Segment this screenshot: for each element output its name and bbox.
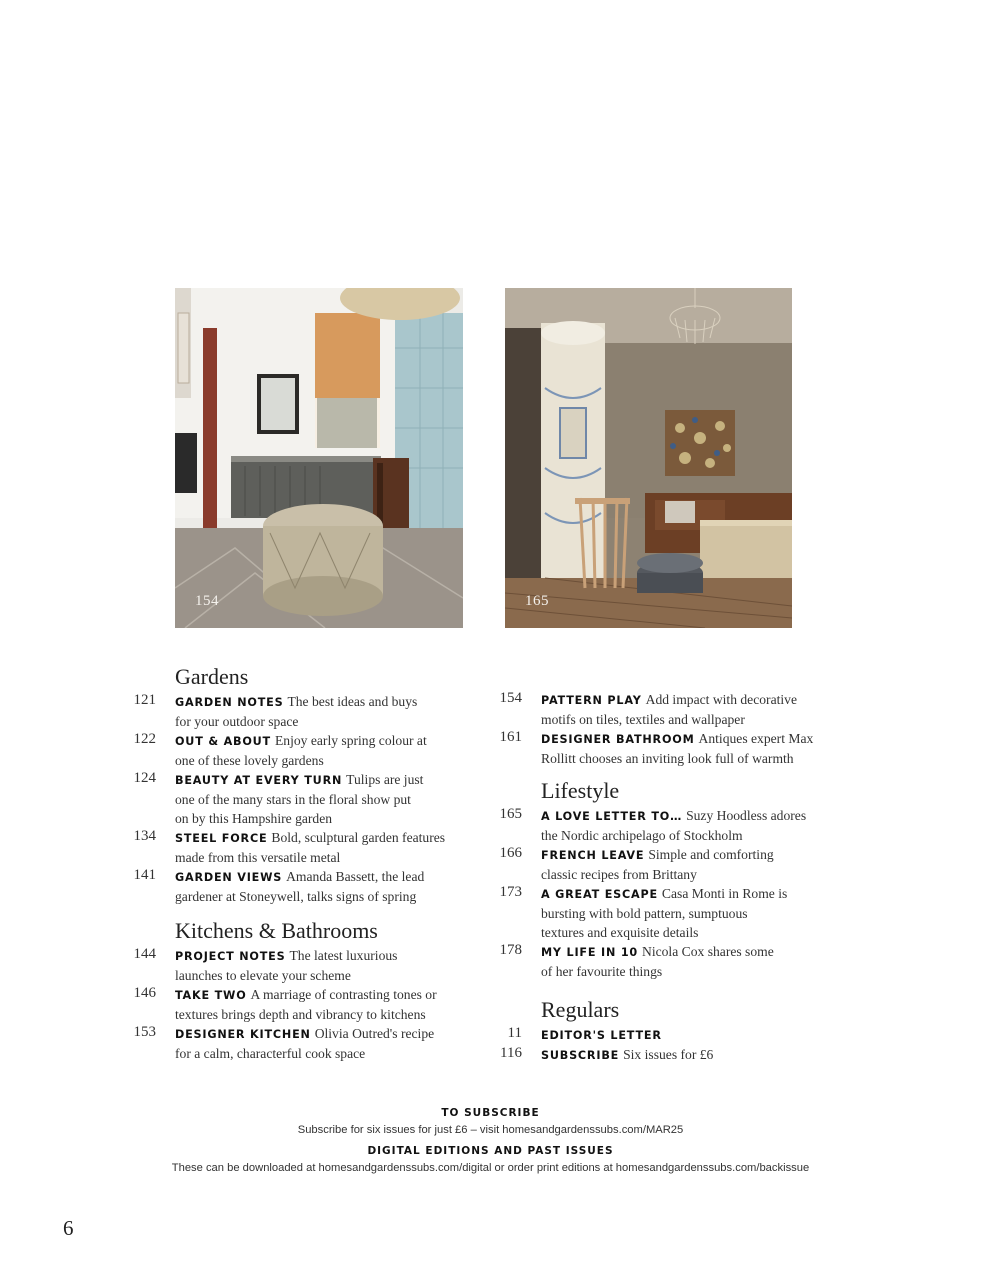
entry-description: Casa Monti in Rome is [661,886,788,901]
entry-title: SUBSCRIBE [541,1049,620,1062]
entry-title: A GREAT ESCAPE [541,888,658,901]
entry-title: A LOVE LETTER TO… [541,810,683,823]
entry-description: Suzy Hoodless adores [686,808,807,823]
entry-description: Nicola Cox shares some [642,944,774,959]
entry-description: Tulips are just [346,772,424,787]
entry-page-number: 141 [133,867,156,883]
entry-title: BEAUTY AT EVERY TURN [175,774,343,787]
entry-description-line-2: Rollitt chooses an inviting look full of warmth [541,751,794,766]
contents-entry[interactable] [486,806,816,845]
contents-entry[interactable] [486,690,816,729]
contents-column-left [120,664,450,1063]
entry-page-number: 173 [499,884,522,900]
entry-title: DESIGNER KITCHEN [175,1028,311,1041]
entry-description-line-2: launches to elevate your scheme [175,968,351,983]
subscribe-text[interactable]: Subscribe for six issues for just £6 – visit homesandgardenssubs.com/MAR25 [297,1124,684,1136]
section-heading-gardens: Gardens [175,664,249,689]
entry-description-line-2: textures brings depth and vibrancy to kitchens [175,1007,426,1022]
entry-title: GARDEN VIEWS [175,871,283,884]
entry-description: Bold, sculptural garden features [271,830,446,845]
entry-description: Antiques expert Max [698,731,814,746]
contents-entry[interactable] [486,1025,816,1045]
entry-description-line-2: made from this versatile metal [175,850,341,865]
contents-entry[interactable] [486,942,816,981]
entry-page-number: 11 [507,1025,522,1041]
contents-entry[interactable] [120,946,450,985]
entry-page-number: 161 [499,729,522,745]
contents-entry[interactable] [486,845,816,884]
entry-page-number: 122 [133,731,156,747]
entry-page-number: 134 [133,828,156,844]
entry-title: GARDEN NOTES [175,696,284,709]
living-room-illustration [505,288,792,628]
contents-entry[interactable] [486,729,816,768]
entry-description-line-2: for your outdoor space [175,714,299,729]
entry-page-number: 153 [133,1024,156,1040]
entry-title: EDITOR'S LETTER [541,1029,662,1042]
entry-description: Enjoy early spring colour at [274,733,427,748]
entry-description: Add impact with decorative [645,692,797,707]
entry-title: PROJECT NOTES [175,950,286,963]
entry-page-number: 144 [133,946,156,962]
entry-title: TAKE TWO [175,989,247,1002]
entry-description: Simple and comforting [648,847,774,862]
entry-description: The latest luxurious [289,948,398,963]
entry-title: MY LIFE IN 10 [541,946,638,959]
entry-description-line-2: classic recipes from Brittany [541,867,697,882]
entry-description: A marriage of contrasting tones or [250,987,437,1002]
entry-title: OUT & ABOUT [175,735,271,748]
entry-title: DESIGNER BATHROOM [541,733,695,746]
contents-entry[interactable] [486,1045,816,1065]
entry-page-number: 124 [133,770,156,786]
bathroom-illustration [175,288,463,628]
entry-description-line-2: for a calm, characterful cook space [175,1046,366,1061]
page-number: 6 [63,1216,74,1240]
contents-entry[interactable] [120,1024,450,1063]
photo-page-number: 165 [525,593,549,609]
entry-description-line-2: one of the many stars in the floral show put [175,792,411,807]
entry-page-number: 154 [499,690,522,706]
digital-editions-heading: DIGITAL EDITIONS AND PAST ISSUES [367,1145,614,1157]
entry-description: The best ideas and buys [287,694,418,709]
photo-bathroom[interactable] [175,288,463,628]
entry-title: STEEL FORCE [175,832,268,845]
entry-description: Amanda Bassett, the lead [286,869,425,884]
entry-page-number: 178 [499,942,522,958]
entry-title: PATTERN PLAY [541,694,642,707]
contents-entry[interactable] [120,828,450,867]
section-heading-kitchens-bathrooms: Kitchens & Bathrooms [175,918,378,943]
entry-description-line-2: of her favourite things [541,964,663,979]
entry-description-line-2: motifs on tiles, textiles and wallpaper [541,712,745,727]
contents-entry[interactable] [120,692,450,731]
section-heading-regulars: Regulars [541,997,620,1022]
entry-description-line-2: gardener at Stoneywell, talks signs of spring [175,889,417,904]
entry-page-number: 146 [133,985,156,1001]
entry-description-line-2: bursting with bold pattern, sumptuous [541,906,748,921]
entry-description-line-3: on by this Hampshire garden [175,811,333,826]
photo-page-number: 154 [195,593,219,609]
contents-column-right [486,690,816,1065]
section-heading-lifestyle: Lifestyle [541,778,620,803]
contents-entry[interactable] [486,884,816,942]
entry-page-number: 166 [499,845,522,861]
contents-entry[interactable] [120,867,450,906]
contents-entry[interactable] [120,731,450,770]
subscribe-heading: TO SUBSCRIBE [441,1107,540,1119]
entry-description: Olivia Outred's recipe [314,1026,435,1041]
entry-description-line-3: textures and exquisite details [541,925,699,940]
contents-entry[interactable] [120,985,450,1024]
contents-entry[interactable] [120,770,450,828]
digital-editions-text[interactable]: These can be downloaded at homesandgardenssubs.com/digital or order print editions at homesandgardenssubs.com/backissue [171,1162,810,1174]
entry-description-line-2: the Nordic archipelago of Stockholm [541,828,743,843]
entry-title: FRENCH LEAVE [541,849,645,862]
entry-page-number: 116 [500,1045,522,1061]
entry-description-line-2: one of these lovely gardens [175,753,324,768]
subscribe-info [0,1106,981,1182]
entry-page-number: 165 [499,806,522,822]
entry-description: Six issues for £6 [623,1047,714,1062]
entry-page-number: 121 [133,692,156,708]
photo-living-room[interactable] [505,288,792,628]
